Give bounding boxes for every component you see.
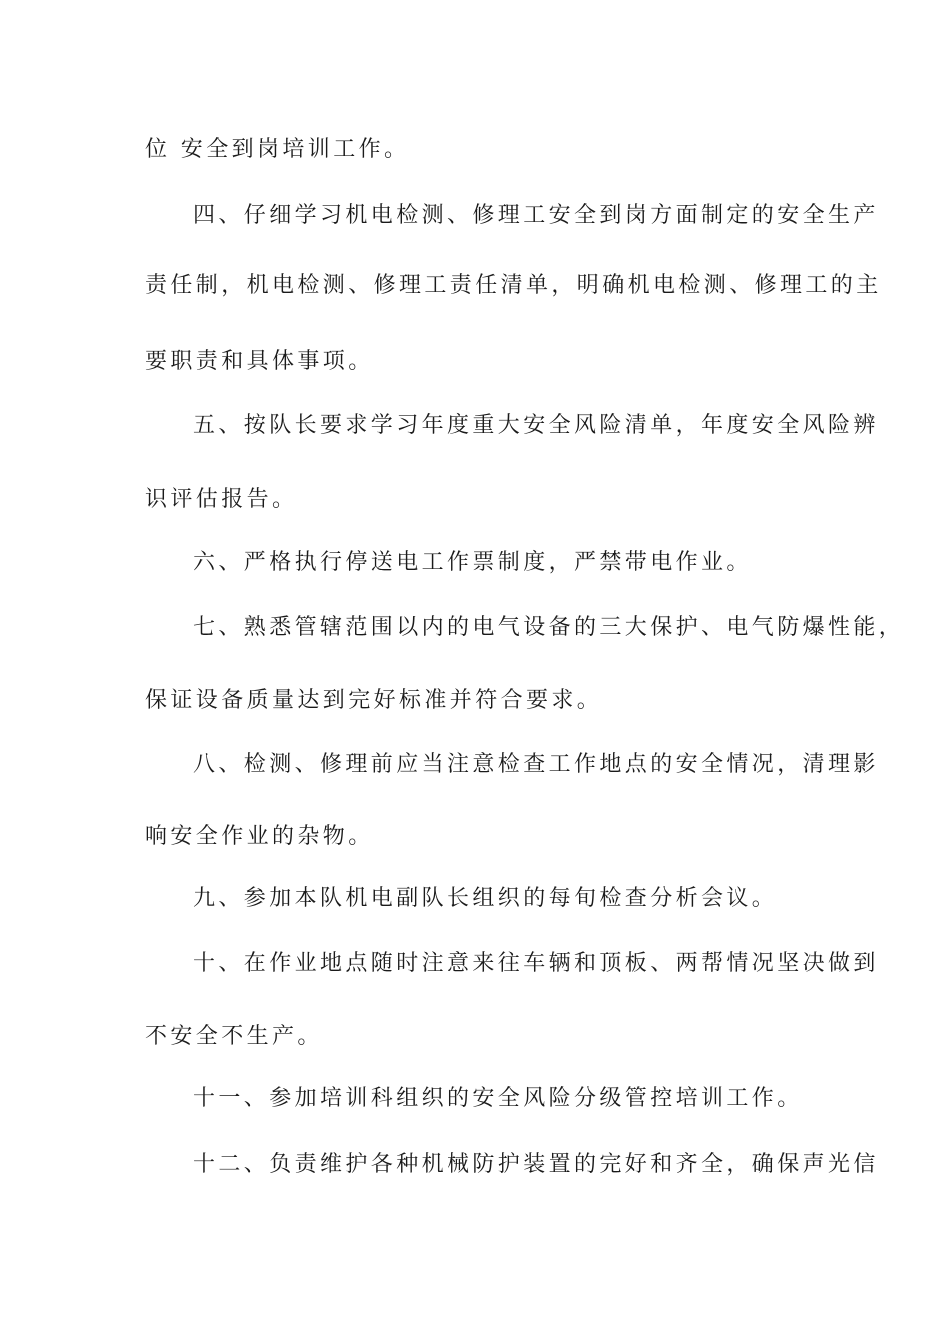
paragraph-7-line-2: 保证设备质量达到完好标准并符合要求。: [145, 688, 603, 713]
paragraph-5-line-1: 五、按队长要求学习年度重大安全风险清单，年度安全风险辨: [193, 413, 879, 438]
paragraph-5-line-2: 识评估报告。: [145, 487, 298, 512]
paragraph-8-line-2: 响安全作业的杂物。: [145, 824, 374, 849]
paragraph-7-line-1: 七、熟悉管辖范围以内的电气设备的三大保护、电气防爆性能，: [193, 615, 905, 640]
paragraph-6: 六、严格执行停送电工作票制度，严禁带电作业。: [193, 550, 752, 575]
paragraph-10-line-1: 十、在作业地点随时注意来往车辆和顶板、两帮情况坚决做到: [193, 951, 879, 976]
paragraph-9: 九、参加本队机电副队长组织的每旬检查分析会议。: [193, 886, 778, 911]
paragraph-10-line-2: 不安全不生产。: [145, 1024, 323, 1049]
paragraph-4-line-3: 要职责和具体事项。: [145, 349, 374, 374]
text-line: 位 安全到岗培训工作。: [145, 137, 410, 162]
paragraph-11: 十一、参加培训科组织的安全风险分级管控培训工作。: [193, 1086, 803, 1111]
paragraph-4-line-2: 责任制，机电检测、修理工责任清单，明确机电检测、修理工的主: [145, 273, 882, 298]
paragraph-4-line-1: 四、仔细学习机电检测、修理工安全到岗方面制定的安全生产: [193, 203, 879, 228]
paragraph-12-line-1: 十二、负责维护各种机械防护装置的完好和齐全，确保声光信: [193, 1152, 879, 1177]
paragraph-8-line-1: 八、检测、修理前应当注意检查工作地点的安全情况，清理影: [193, 752, 879, 777]
